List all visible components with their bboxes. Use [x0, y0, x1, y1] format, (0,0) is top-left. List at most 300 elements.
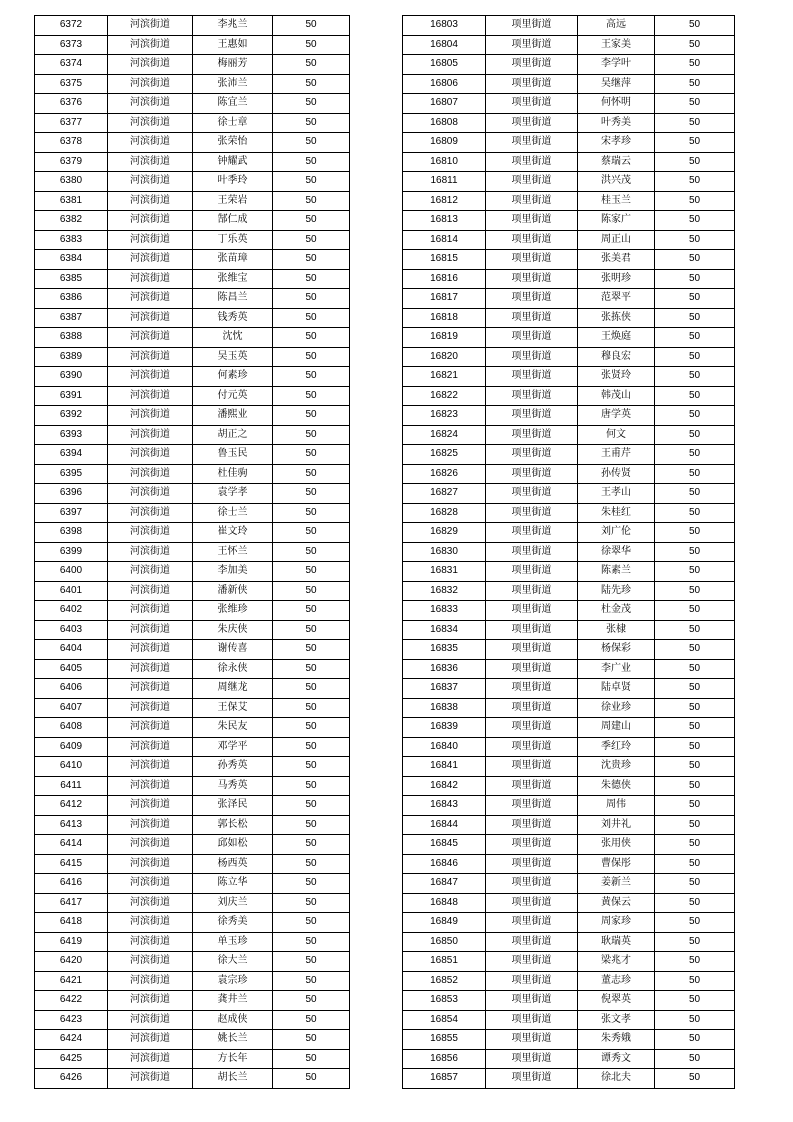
record-number-cell: 6413	[35, 815, 108, 835]
table-row	[403, 445, 735, 465]
subdistrict-cell: 项里街道	[486, 425, 578, 445]
record-number-cell: 6423	[35, 1010, 108, 1030]
subdistrict-cell: 河滨街道	[108, 952, 193, 972]
person-name-cell: 李广业	[578, 659, 655, 679]
record-number-cell: 6408	[35, 718, 108, 738]
subdistrict-cell: 河滨街道	[108, 620, 193, 640]
table-row	[35, 620, 350, 640]
amount-cell: 50	[655, 55, 735, 75]
record-number-cell: 16816	[403, 269, 486, 289]
subdistrict-cell: 项里街道	[486, 16, 578, 36]
table-row	[35, 991, 350, 1011]
subdistrict-cell: 河滨街道	[108, 464, 193, 484]
person-name-cell: 朱民友	[193, 718, 273, 738]
table-row	[403, 425, 735, 445]
table-row	[35, 562, 350, 582]
subdistrict-cell: 项里街道	[486, 113, 578, 133]
record-number-cell: 16808	[403, 113, 486, 133]
person-name-cell: 叶秀美	[578, 113, 655, 133]
record-number-cell: 16821	[403, 367, 486, 387]
person-name-cell: 袁学孝	[193, 484, 273, 504]
person-name-cell: 韩茂山	[578, 386, 655, 406]
record-number-cell: 6402	[35, 601, 108, 621]
subdistrict-cell: 项里街道	[486, 776, 578, 796]
table-row	[403, 523, 735, 543]
person-name-cell: 吴玉英	[193, 347, 273, 367]
table-row	[403, 1010, 735, 1030]
table-row	[403, 328, 735, 348]
subdistrict-cell: 项里街道	[486, 913, 578, 933]
record-number-cell: 16829	[403, 523, 486, 543]
person-name-cell: 丁乐英	[193, 230, 273, 250]
amount-cell: 50	[655, 601, 735, 621]
person-name-cell: 孙传贤	[578, 464, 655, 484]
subdistrict-cell: 河滨街道	[108, 211, 193, 231]
person-name-cell: 刘井礼	[578, 815, 655, 835]
amount-cell: 50	[655, 113, 735, 133]
roster-table-left	[34, 15, 350, 1089]
table-row	[403, 230, 735, 250]
table-row	[35, 425, 350, 445]
amount-cell: 50	[655, 854, 735, 874]
table-row	[403, 913, 735, 933]
subdistrict-cell: 项里街道	[486, 679, 578, 699]
record-number-cell: 16805	[403, 55, 486, 75]
person-name-cell: 张美君	[578, 250, 655, 270]
table-row	[403, 893, 735, 913]
record-number-cell: 6384	[35, 250, 108, 270]
record-number-cell: 6378	[35, 133, 108, 153]
table-row	[35, 796, 350, 816]
table-row	[403, 503, 735, 523]
table-row	[35, 874, 350, 894]
person-name-cell: 刘庆兰	[193, 893, 273, 913]
table-row	[403, 191, 735, 211]
table-row	[403, 367, 735, 387]
subdistrict-cell: 河滨街道	[108, 679, 193, 699]
amount-cell: 50	[655, 445, 735, 465]
subdistrict-cell: 河滨街道	[108, 698, 193, 718]
amount-cell: 50	[273, 640, 350, 660]
amount-cell: 50	[273, 172, 350, 192]
subdistrict-cell: 项里街道	[486, 737, 578, 757]
record-number-cell: 6376	[35, 94, 108, 114]
amount-cell: 50	[655, 1030, 735, 1050]
amount-cell: 50	[655, 94, 735, 114]
amount-cell: 50	[655, 503, 735, 523]
person-name-cell: 宋孝珍	[578, 133, 655, 153]
table-row	[35, 1069, 350, 1089]
subdistrict-cell: 河滨街道	[108, 1030, 193, 1050]
subdistrict-cell: 河滨街道	[108, 659, 193, 679]
subdistrict-cell: 项里街道	[486, 328, 578, 348]
amount-cell: 50	[655, 991, 735, 1011]
amount-cell: 50	[273, 445, 350, 465]
table-row	[35, 1010, 350, 1030]
table-row	[403, 250, 735, 270]
subdistrict-cell: 河滨街道	[108, 269, 193, 289]
person-name-cell: 王家美	[578, 35, 655, 55]
person-name-cell: 曹保彤	[578, 854, 655, 874]
table-row	[35, 16, 350, 36]
amount-cell: 50	[273, 55, 350, 75]
amount-cell: 50	[655, 698, 735, 718]
subdistrict-cell: 项里街道	[486, 308, 578, 328]
person-name-cell: 徐士章	[193, 113, 273, 133]
subdistrict-cell: 项里街道	[486, 796, 578, 816]
record-number-cell: 6396	[35, 484, 108, 504]
subdistrict-cell: 项里街道	[486, 893, 578, 913]
amount-cell: 50	[273, 191, 350, 211]
person-name-cell: 洪兴茂	[578, 172, 655, 192]
person-name-cell: 倪翠英	[578, 991, 655, 1011]
amount-cell: 50	[655, 230, 735, 250]
amount-cell: 50	[655, 835, 735, 855]
table-row	[35, 913, 350, 933]
amount-cell: 50	[655, 581, 735, 601]
subdistrict-cell: 河滨街道	[108, 113, 193, 133]
amount-cell: 50	[655, 269, 735, 289]
subdistrict-cell: 项里街道	[486, 1069, 578, 1089]
amount-cell: 50	[273, 776, 350, 796]
person-name-cell: 张贤玲	[578, 367, 655, 387]
subdistrict-cell: 项里街道	[486, 659, 578, 679]
record-number-cell: 6399	[35, 542, 108, 562]
amount-cell: 50	[273, 601, 350, 621]
amount-cell: 50	[655, 1049, 735, 1069]
record-number-cell: 6400	[35, 562, 108, 582]
table-row	[403, 152, 735, 172]
amount-cell: 50	[273, 620, 350, 640]
table-row	[35, 35, 350, 55]
subdistrict-cell: 项里街道	[486, 386, 578, 406]
subdistrict-cell: 项里街道	[486, 562, 578, 582]
amount-cell: 50	[655, 250, 735, 270]
amount-cell: 50	[273, 484, 350, 504]
amount-cell: 50	[655, 640, 735, 660]
subdistrict-cell: 河滨街道	[108, 16, 193, 36]
subdistrict-cell: 项里街道	[486, 854, 578, 874]
amount-cell: 50	[273, 913, 350, 933]
subdistrict-cell: 河滨街道	[108, 94, 193, 114]
record-number-cell: 6411	[35, 776, 108, 796]
record-number-cell: 16823	[403, 406, 486, 426]
amount-cell: 50	[655, 35, 735, 55]
record-number-cell: 16811	[403, 172, 486, 192]
table-row	[35, 406, 350, 426]
person-name-cell: 杜金茂	[578, 601, 655, 621]
amount-cell: 50	[273, 269, 350, 289]
table-row	[403, 269, 735, 289]
record-number-cell: 16833	[403, 601, 486, 621]
table-row	[403, 289, 735, 309]
amount-cell: 50	[655, 1010, 735, 1030]
amount-cell: 50	[655, 211, 735, 231]
table-row	[403, 698, 735, 718]
person-name-cell: 张荣怡	[193, 133, 273, 153]
person-name-cell: 王荣岩	[193, 191, 273, 211]
person-name-cell: 潘新侠	[193, 581, 273, 601]
person-name-cell: 周正山	[578, 230, 655, 250]
record-number-cell: 6403	[35, 620, 108, 640]
record-number-cell: 6391	[35, 386, 108, 406]
amount-cell: 50	[655, 620, 735, 640]
amount-cell: 50	[273, 113, 350, 133]
person-name-cell: 梁兆才	[578, 952, 655, 972]
subdistrict-cell: 河滨街道	[108, 74, 193, 94]
table-row	[35, 679, 350, 699]
table-row	[403, 620, 735, 640]
record-number-cell: 16831	[403, 562, 486, 582]
table-row	[403, 815, 735, 835]
person-name-cell: 张沛兰	[193, 74, 273, 94]
amount-cell: 50	[273, 952, 350, 972]
record-number-cell: 16834	[403, 620, 486, 640]
amount-cell: 50	[655, 971, 735, 991]
table-row	[403, 952, 735, 972]
table-row	[403, 776, 735, 796]
record-number-cell: 6410	[35, 757, 108, 777]
person-name-cell: 杨保彩	[578, 640, 655, 660]
record-number-cell: 6386	[35, 289, 108, 309]
person-name-cell: 方长年	[193, 1049, 273, 1069]
subdistrict-cell: 项里街道	[486, 523, 578, 543]
subdistrict-cell: 河滨街道	[108, 1049, 193, 1069]
subdistrict-cell: 河滨街道	[108, 601, 193, 621]
amount-cell: 50	[273, 1049, 350, 1069]
record-number-cell: 6418	[35, 913, 108, 933]
record-number-cell: 16803	[403, 16, 486, 36]
record-number-cell: 16843	[403, 796, 486, 816]
table-row	[403, 172, 735, 192]
person-name-cell: 沈贵珍	[578, 757, 655, 777]
subdistrict-cell: 河滨街道	[108, 523, 193, 543]
table-row	[35, 230, 350, 250]
amount-cell: 50	[655, 874, 735, 894]
person-name-cell: 蔡瑞云	[578, 152, 655, 172]
person-name-cell: 姚长兰	[193, 1030, 273, 1050]
subdistrict-cell: 河滨街道	[108, 250, 193, 270]
person-name-cell: 叶季玲	[193, 172, 273, 192]
amount-cell: 50	[273, 328, 350, 348]
record-number-cell: 16828	[403, 503, 486, 523]
record-number-cell: 16847	[403, 874, 486, 894]
person-name-cell: 沈忱	[193, 328, 273, 348]
amount-cell: 50	[273, 737, 350, 757]
table-row	[35, 347, 350, 367]
record-number-cell: 6394	[35, 445, 108, 465]
record-number-cell: 16842	[403, 776, 486, 796]
record-number-cell: 6405	[35, 659, 108, 679]
record-number-cell: 6389	[35, 347, 108, 367]
amount-cell: 50	[655, 484, 735, 504]
amount-cell: 50	[655, 406, 735, 426]
person-name-cell: 何文	[578, 425, 655, 445]
table-row	[35, 854, 350, 874]
amount-cell: 50	[655, 679, 735, 699]
amount-cell: 50	[655, 347, 735, 367]
table-row	[403, 932, 735, 952]
person-name-cell: 马秀英	[193, 776, 273, 796]
amount-cell: 50	[273, 1010, 350, 1030]
amount-cell: 50	[655, 815, 735, 835]
amount-cell: 50	[655, 523, 735, 543]
amount-cell: 50	[655, 757, 735, 777]
person-name-cell: 张用侠	[578, 835, 655, 855]
subdistrict-cell: 河滨街道	[108, 35, 193, 55]
person-name-cell: 张维珍	[193, 601, 273, 621]
table-row	[35, 367, 350, 387]
person-name-cell: 谭秀文	[578, 1049, 655, 1069]
table-row	[35, 269, 350, 289]
record-number-cell: 16830	[403, 542, 486, 562]
subdistrict-cell: 河滨街道	[108, 406, 193, 426]
record-number-cell: 16851	[403, 952, 486, 972]
amount-cell: 50	[273, 796, 350, 816]
table-row	[35, 94, 350, 114]
amount-cell: 50	[655, 913, 735, 933]
table-row	[403, 757, 735, 777]
subdistrict-cell: 河滨街道	[108, 172, 193, 192]
person-name-cell: 张维宝	[193, 269, 273, 289]
subdistrict-cell: 河滨街道	[108, 1069, 193, 1089]
amount-cell: 50	[273, 464, 350, 484]
record-number-cell: 6409	[35, 737, 108, 757]
subdistrict-cell: 河滨街道	[108, 581, 193, 601]
subdistrict-cell: 项里街道	[486, 835, 578, 855]
record-number-cell: 6388	[35, 328, 108, 348]
table-row	[35, 640, 350, 660]
record-number-cell: 16806	[403, 74, 486, 94]
person-name-cell: 陈家广	[578, 211, 655, 231]
subdistrict-cell: 项里街道	[486, 718, 578, 738]
amount-cell: 50	[655, 367, 735, 387]
subdistrict-cell: 项里街道	[486, 640, 578, 660]
record-number-cell: 16819	[403, 328, 486, 348]
person-name-cell: 刘广伦	[578, 523, 655, 543]
record-number-cell: 16810	[403, 152, 486, 172]
record-number-cell: 6397	[35, 503, 108, 523]
table-row	[403, 542, 735, 562]
subdistrict-cell: 项里街道	[486, 55, 578, 75]
person-name-cell: 周家珍	[578, 913, 655, 933]
person-name-cell: 李学叶	[578, 55, 655, 75]
record-number-cell: 16850	[403, 932, 486, 952]
record-number-cell: 6375	[35, 74, 108, 94]
person-name-cell: 陈素兰	[578, 562, 655, 582]
subdistrict-cell: 河滨街道	[108, 562, 193, 582]
subdistrict-cell: 河滨街道	[108, 445, 193, 465]
person-name-cell: 王焕庭	[578, 328, 655, 348]
person-name-cell: 鲁玉民	[193, 445, 273, 465]
record-number-cell: 16852	[403, 971, 486, 991]
amount-cell: 50	[655, 737, 735, 757]
record-number-cell: 16840	[403, 737, 486, 757]
subdistrict-cell: 河滨街道	[108, 874, 193, 894]
amount-cell: 50	[655, 893, 735, 913]
amount-cell: 50	[273, 523, 350, 543]
amount-cell: 50	[655, 952, 735, 972]
record-number-cell: 16815	[403, 250, 486, 270]
table-row	[403, 854, 735, 874]
amount-cell: 50	[273, 425, 350, 445]
amount-cell: 50	[655, 152, 735, 172]
person-name-cell: 单玉珍	[193, 932, 273, 952]
person-name-cell: 桂玉兰	[578, 191, 655, 211]
person-name-cell: 邱如松	[193, 835, 273, 855]
record-number-cell: 16804	[403, 35, 486, 55]
record-number-cell: 16827	[403, 484, 486, 504]
subdistrict-cell: 河滨街道	[108, 367, 193, 387]
table-row	[403, 971, 735, 991]
record-number-cell: 16813	[403, 211, 486, 231]
person-name-cell: 朱庆侠	[193, 620, 273, 640]
record-number-cell: 16812	[403, 191, 486, 211]
table-row	[403, 35, 735, 55]
subdistrict-cell: 项里街道	[486, 581, 578, 601]
subdistrict-cell: 项里街道	[486, 874, 578, 894]
record-number-cell: 6416	[35, 874, 108, 894]
subdistrict-cell: 河滨街道	[108, 1010, 193, 1030]
record-number-cell: 6373	[35, 35, 108, 55]
amount-cell: 50	[273, 503, 350, 523]
table-row	[403, 679, 735, 699]
amount-cell: 50	[273, 347, 350, 367]
person-name-cell: 朱桂红	[578, 503, 655, 523]
table-row	[403, 874, 735, 894]
table-row	[35, 328, 350, 348]
person-name-cell: 耿瑞英	[578, 932, 655, 952]
subdistrict-cell: 项里街道	[486, 757, 578, 777]
table-row	[403, 1049, 735, 1069]
subdistrict-cell: 河滨街道	[108, 133, 193, 153]
person-name-cell: 高远	[578, 16, 655, 36]
amount-cell: 50	[273, 406, 350, 426]
amount-cell: 50	[655, 328, 735, 348]
roster-body-right	[403, 16, 735, 1089]
amount-cell: 50	[273, 562, 350, 582]
person-name-cell: 李加美	[193, 562, 273, 582]
person-name-cell: 郭长松	[193, 815, 273, 835]
subdistrict-cell: 河滨街道	[108, 328, 193, 348]
subdistrict-cell: 河滨街道	[108, 718, 193, 738]
record-number-cell: 16824	[403, 425, 486, 445]
table-row	[403, 835, 735, 855]
record-number-cell: 6407	[35, 698, 108, 718]
person-name-cell: 陆先珍	[578, 581, 655, 601]
subdistrict-cell: 河滨街道	[108, 542, 193, 562]
subdistrict-cell: 项里街道	[486, 347, 578, 367]
table-row	[403, 211, 735, 231]
record-number-cell: 6393	[35, 425, 108, 445]
record-number-cell: 6383	[35, 230, 108, 250]
record-number-cell: 16841	[403, 757, 486, 777]
amount-cell: 50	[273, 757, 350, 777]
subdistrict-cell: 河滨街道	[108, 971, 193, 991]
person-name-cell: 王怀兰	[193, 542, 273, 562]
amount-cell: 50	[655, 289, 735, 309]
amount-cell: 50	[273, 289, 350, 309]
amount-cell: 50	[273, 16, 350, 36]
subdistrict-cell: 项里街道	[486, 230, 578, 250]
person-name-cell: 徐永侠	[193, 659, 273, 679]
record-number-cell: 6412	[35, 796, 108, 816]
amount-cell: 50	[655, 308, 735, 328]
person-name-cell: 周建山	[578, 718, 655, 738]
table-row	[403, 347, 735, 367]
subdistrict-cell: 项里街道	[486, 1010, 578, 1030]
subdistrict-cell: 项里街道	[486, 698, 578, 718]
